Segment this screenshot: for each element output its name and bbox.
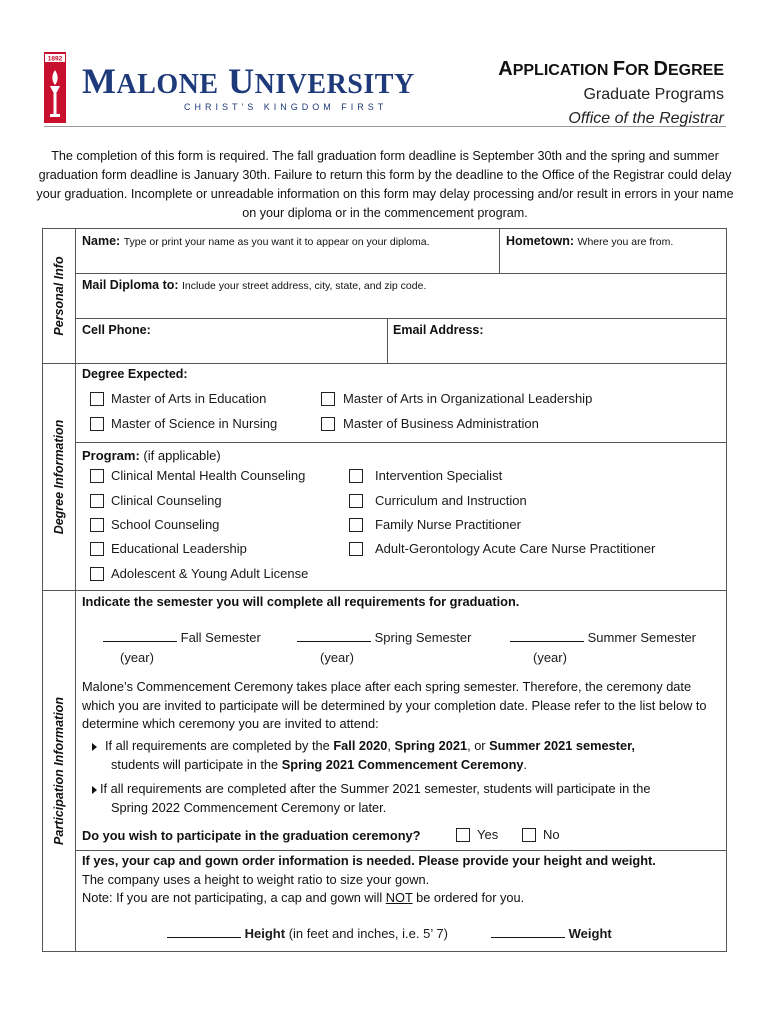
checkbox-curriculum-instruction[interactable] (349, 494, 363, 508)
divider (387, 318, 388, 363)
ceremony-paragraph: Malone’s Commencement Ceremony takes place after each spring semester. Therefore, the ceremony date which you are invited to participate will be determined by your completion date. Please refer to the list below to determine which ceremony you are invited to attend: (82, 679, 707, 731)
option-intervention-specialist: Intervention Specialist (375, 468, 503, 483)
program-label: Program: (if applicable) (82, 448, 221, 463)
divider (76, 850, 727, 851)
ceremony-question: Do you wish to participate in the graduation ceremony? (82, 828, 421, 843)
option-family-nurse-practitioner: Family Nurse Practitioner (375, 517, 521, 532)
divider (76, 273, 727, 274)
spring-semester-field[interactable]: Spring Semester (297, 630, 471, 645)
cell-phone-field[interactable]: Cell Phone: (82, 323, 151, 337)
name-field[interactable]: Name: Type or print your name as you want it to appear on your diploma. (82, 234, 430, 248)
checkbox-family-nurse-practitioner[interactable] (349, 518, 363, 532)
bullet-spring-2021: If all requirements are completed by the Fall 2020, Spring 2021, or Summer 2021 semester, students will participate in the Spring 2021 Commencement Ceremony. (92, 737, 722, 774)
logo-wordmark: MALONE UNIVERSITY (82, 61, 415, 101)
option-adolescent-young-adult: Adolescent & Young Adult License (111, 566, 309, 581)
option-ma-education: Master of Arts in Education (111, 391, 267, 406)
summer-year-label: (year) (533, 650, 567, 665)
hometown-field[interactable]: Hometown: Where you are from. (506, 234, 674, 248)
checkbox-educational-leadership[interactable] (90, 542, 104, 556)
fall-semester-field[interactable]: Fall Semester (103, 630, 261, 645)
divider (76, 442, 727, 443)
email-address-field[interactable]: Email Address: (393, 323, 484, 337)
option-clinical-counseling: Clinical Counseling (111, 493, 222, 508)
page-title: APPLICATION FOR DEGREE (498, 58, 724, 80)
checkbox-yes[interactable] (456, 828, 470, 842)
degree-expected-label: Degree Expected: (82, 367, 188, 381)
arrow-bullet-icon (92, 743, 97, 751)
checkbox-school-counseling[interactable] (90, 518, 104, 532)
option-adult-gerontology: Adult-Gerontology Acute Care Nurse Practitioner (375, 541, 656, 556)
section-participation-information: Participation Information (42, 590, 76, 952)
checkbox-mba[interactable] (321, 417, 335, 431)
option-mba: Master of Business Administration (343, 416, 539, 431)
checkbox-adolescent-young-adult[interactable] (90, 567, 104, 581)
bullet-spring-2022: If all requirements are completed after the Summer 2021 semester, students will participate in the Spring 2022 Commencement Ceremony or later. (92, 780, 722, 817)
section-degree-information: Degree Information (42, 363, 76, 590)
not-participating-note: Note: If you are not participating, a cap and gown will NOT be ordered for you. (82, 890, 525, 905)
option-ms-nursing: Master of Science in Nursing (111, 416, 278, 431)
office-name: Office of the Registrar (568, 110, 724, 127)
section-personal-info: Personal Info (42, 228, 76, 363)
ratio-note: The company uses a height to weight ratio to size your gown. (82, 872, 430, 887)
checkbox-adult-gerontology[interactable] (349, 542, 363, 556)
divider (42, 590, 727, 591)
logo-tagline: CHRIST'S KINGDOM FIRST (184, 102, 388, 112)
mail-diploma-field[interactable]: Mail Diploma to: Include your street address, city, state, and zip code. (82, 278, 427, 292)
option-ma-org-leadership: Master of Arts in Organizational Leadership (343, 391, 593, 406)
checkbox-clinical-mental-health[interactable] (90, 469, 104, 483)
checkbox-clinical-counseling[interactable] (90, 494, 104, 508)
divider (42, 363, 727, 364)
arrow-bullet-icon (92, 786, 97, 794)
option-school-counseling: School Counseling (111, 517, 220, 532)
checkbox-ma-org-leadership[interactable] (321, 392, 335, 406)
torch-logo-icon (44, 52, 66, 123)
page-subtitle: Graduate Programs (583, 86, 724, 103)
spring-year-label: (year) (320, 650, 354, 665)
logo-year: 1892 (47, 55, 63, 63)
checkbox-no[interactable] (522, 828, 536, 842)
weight-field[interactable]: Weight (491, 926, 612, 941)
semester-prompt: Indicate the semester you will complete all requirements for graduation. (82, 594, 520, 609)
checkbox-ms-nursing[interactable] (90, 417, 104, 431)
fall-year-label: (year) (120, 650, 154, 665)
option-clinical-mental-health: Clinical Mental Health Counseling (111, 468, 306, 483)
intro-paragraph: The completion of this form is required. The fall graduation form deadline is September 30th and the spring and summer graduation form deadline is January 30th. Failure to return this form by the deadline to the Office of the Registrar could delay your graduation. Incomplete or unreadable information on this form may delay processing and/or result in errors in your name on your diploma or in the commencement program. (36, 149, 734, 220)
height-field[interactable]: Height (in feet and inches, i.e. 5’ 7) (167, 926, 448, 941)
summer-semester-field[interactable]: Summer Semester (510, 630, 696, 645)
option-educational-leadership: Educational Leadership (111, 541, 247, 556)
divider (76, 318, 727, 319)
option-yes: Yes (477, 827, 499, 842)
option-curriculum-instruction: Curriculum and Instruction (375, 493, 527, 508)
divider (499, 228, 500, 273)
option-no: No (543, 827, 560, 842)
checkbox-intervention-specialist[interactable] (349, 469, 363, 483)
checkbox-ma-education[interactable] (90, 392, 104, 406)
cap-gown-instruction: If yes, your cap and gown order information is needed. Please provide your height and weight. (82, 853, 656, 868)
